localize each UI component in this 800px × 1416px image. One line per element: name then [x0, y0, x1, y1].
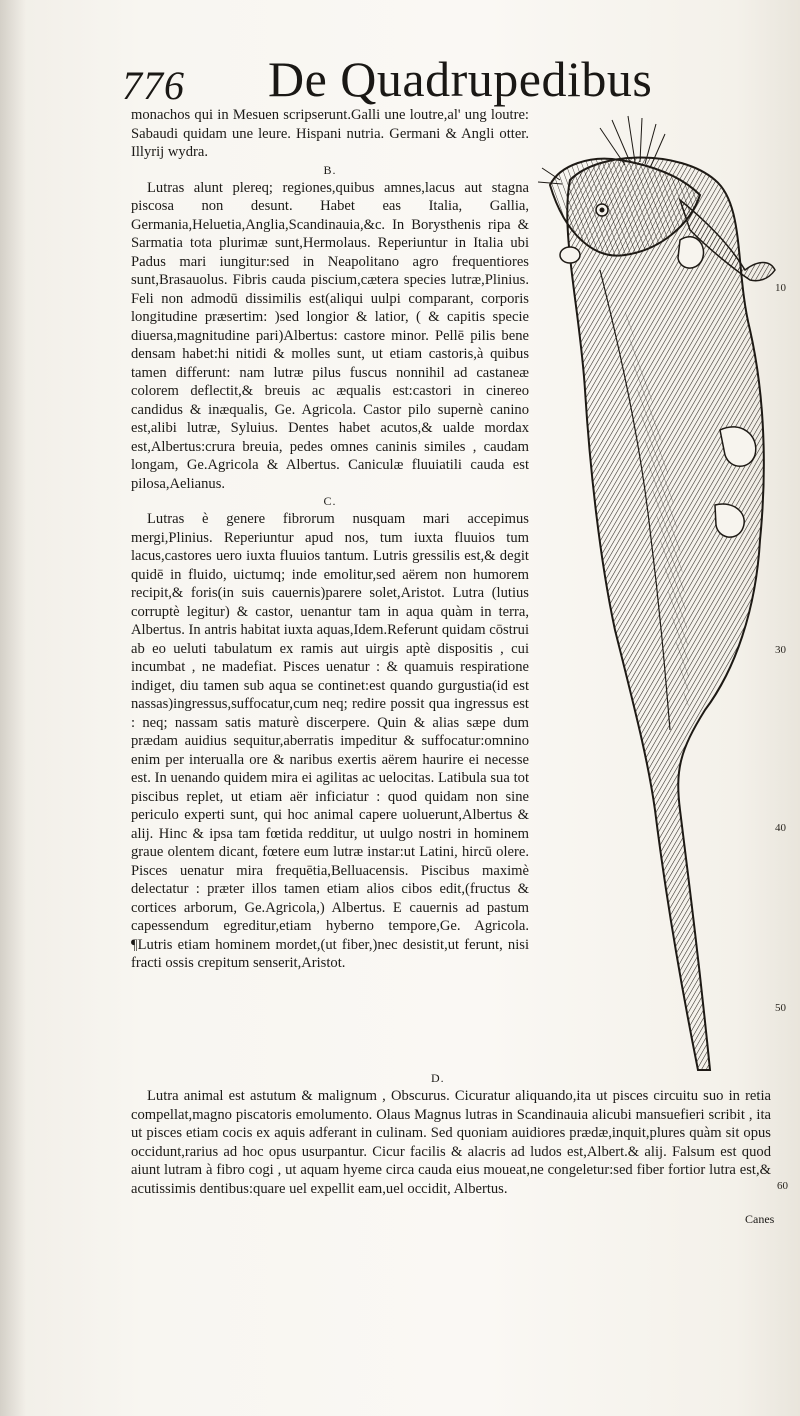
- paragraph-tameness: Lutra animal est astutum & malignum , Obscurus. Cicuratur aliquando,ita ut pisces circuitu suo in retia compellat,magno piscatoris emolumento. Olaus Magnus lutras in Scandinauia alicubi mansuefieri scribit , ita ut pisces etiam cocis ex aquis adferant in culinam. Sed quoniam auidiores prædæ,inquit,plures quàm sit opus occidunt,rarius ad hoc opus usurpantur. Cicur facilis & alacris ad ludos est,Albert.& alij. Falsum est quod aiunt lutram à fibro cogi , ut aquam hyeme circa cauda eius moueat,ne congeletur:sed fiber fortior lutra est,& acutissimis dentibus:quare uel expellit eam,uel occidit, Albertus.: [131, 1088, 771, 1197]
- margin-number: 10: [775, 282, 786, 294]
- running-title: De Quadrupedibus: [268, 51, 653, 107]
- section-letter-d: D.: [431, 1071, 445, 1085]
- gutter-shadow: [0, 0, 26, 1416]
- paragraph-habitat: Lutras alunt plereq; regiones,quibus amnes,lacus aut stagna piscosa non desunt. Habet eas Italia, Gallia, Germania,Heluetia,Anglia,Scandinauia,&c. In Borysthenis ripa & Sarmatia tota plurimæ sunt,Hermolaus. Reperiuntur in Italia ubi Padus mari iungitur:sed in Neapolitano agro frequentiores sunt,Brasauolus. Fibris cauda piscium,cætera species lutræ,Plinius. Feli non admodū dissimilis est(aliqui uulpi comparant, corporis longitudine præsertim: )sed longior & latior, ( & capitis specie diuersa,magnitudine pari)Albertus: castore minor. Pellē pilis bene densam habet:hi nitidi & molles sunt, ut etiam castoris,à quibus tamen differunt: nam lutræ pilus fuscus nonnihil ad castaneæ colorem deflectit,& breuis ac æqualis est:castori in cinereo candidus & inæqualis, Ge. Agricola. Castor pilo supernè canino est,alibi lutræ, Syluius. Dentes habet acutos,& ualde mordax est,Albertus:crura breuia, pedes omnes caninis similes , caudam longam, Ge.Agricola & Albertus. Caniculæ fluuiatili cauda est pilosa,Aelianus.: [131, 179, 529, 492]
- catchword: Canes: [745, 1212, 775, 1226]
- paragraph-names: monachos qui in Mesuen scripserunt.Galli une loutre,al' ung loutre: Sabaudi quidam une leure. Hispani nutria. Germani & Angli otter. Illyrij wydra.: [131, 107, 529, 160]
- otter-body-icon: [567, 158, 764, 1071]
- page-number: 776: [122, 63, 185, 108]
- margin-number: 60: [777, 1180, 788, 1192]
- paragraph-behavior: Lutras è genere fibrorum nusquam mari accepimus mergi,Plinius. Reperiuntur apud nos, tum iuxta fluuios tum lacus,castores uero iuxta fluuios tantum. Lutris gressilis est,& degit quidē in fluido, uictumq; inde emolitur,sed aërem non humorem recipit,& foris(in suis cauernis)parere solet,Aristot. Lutra (lutius corruptè legitur) & castor, uenantur tam in aqua quàm in terra, Albertus. In antris habitat iuxta aquas,Idem.Referunt quidam cōstrui ab eo ueluti tabulatum ex ramis aut uirgis aptè dispositis , cui incumbat , ne madefiat. Pisces uenatur : & quamuis respiratione indiget, diu tamen sub aqua se continet:est quando gurgustia(id est nassas)ingressus,suffocatur,cum neq; redire possit qua ingressus est : neq; nassam satis maturè discerpere. Quin & alias sæpe dum prædam auidius sequitur,aberratis impeditur & suffocatur:omnino enim per interualla ore & naribus exertis aërem haurire ei necesse est. In uenando quidem mira ei agilitas ac uelocitas. Latibula sua tot piscibus replet, ut etiam aër inficiatur : quod quidam non sine periculo experti sunt, qui hoc animal capere uoluerunt,Albertus & alij. Hinc & ipsa tam fœtida redditur, ut uulgo nostri in hominem graue olentem dicant, fœtere eum lutræ instar:ut Latini, hircū olere. Pisces uenatur mira frequētia,Belluacensis. Piscibus maximè delectatur : præter illos tamen etiam alios cibos edit,(fructus & cortices arborum, Ge.Agricola,) Albertus. E cauernis ad pastum capessendum egreditur,etiam hyberno tempore,Ge. Agricola. ¶Lutris etiam hominem mordet,(ut fiber,)nec desistit,ut ferunt, nisi fracti ossis crepitum senserit,Aristot.: [131, 511, 529, 971]
- margin-number: 50: [775, 1002, 786, 1014]
- margin-number: 30: [775, 644, 786, 656]
- text-column: [131, 106, 529, 973]
- section-letter-b: B.: [323, 162, 337, 177]
- margin-number: 40: [775, 822, 786, 834]
- section-letter-c: C.: [323, 494, 337, 508]
- full-width-text: [131, 1070, 771, 1198]
- otter-woodcut-illustration: [530, 110, 800, 1085]
